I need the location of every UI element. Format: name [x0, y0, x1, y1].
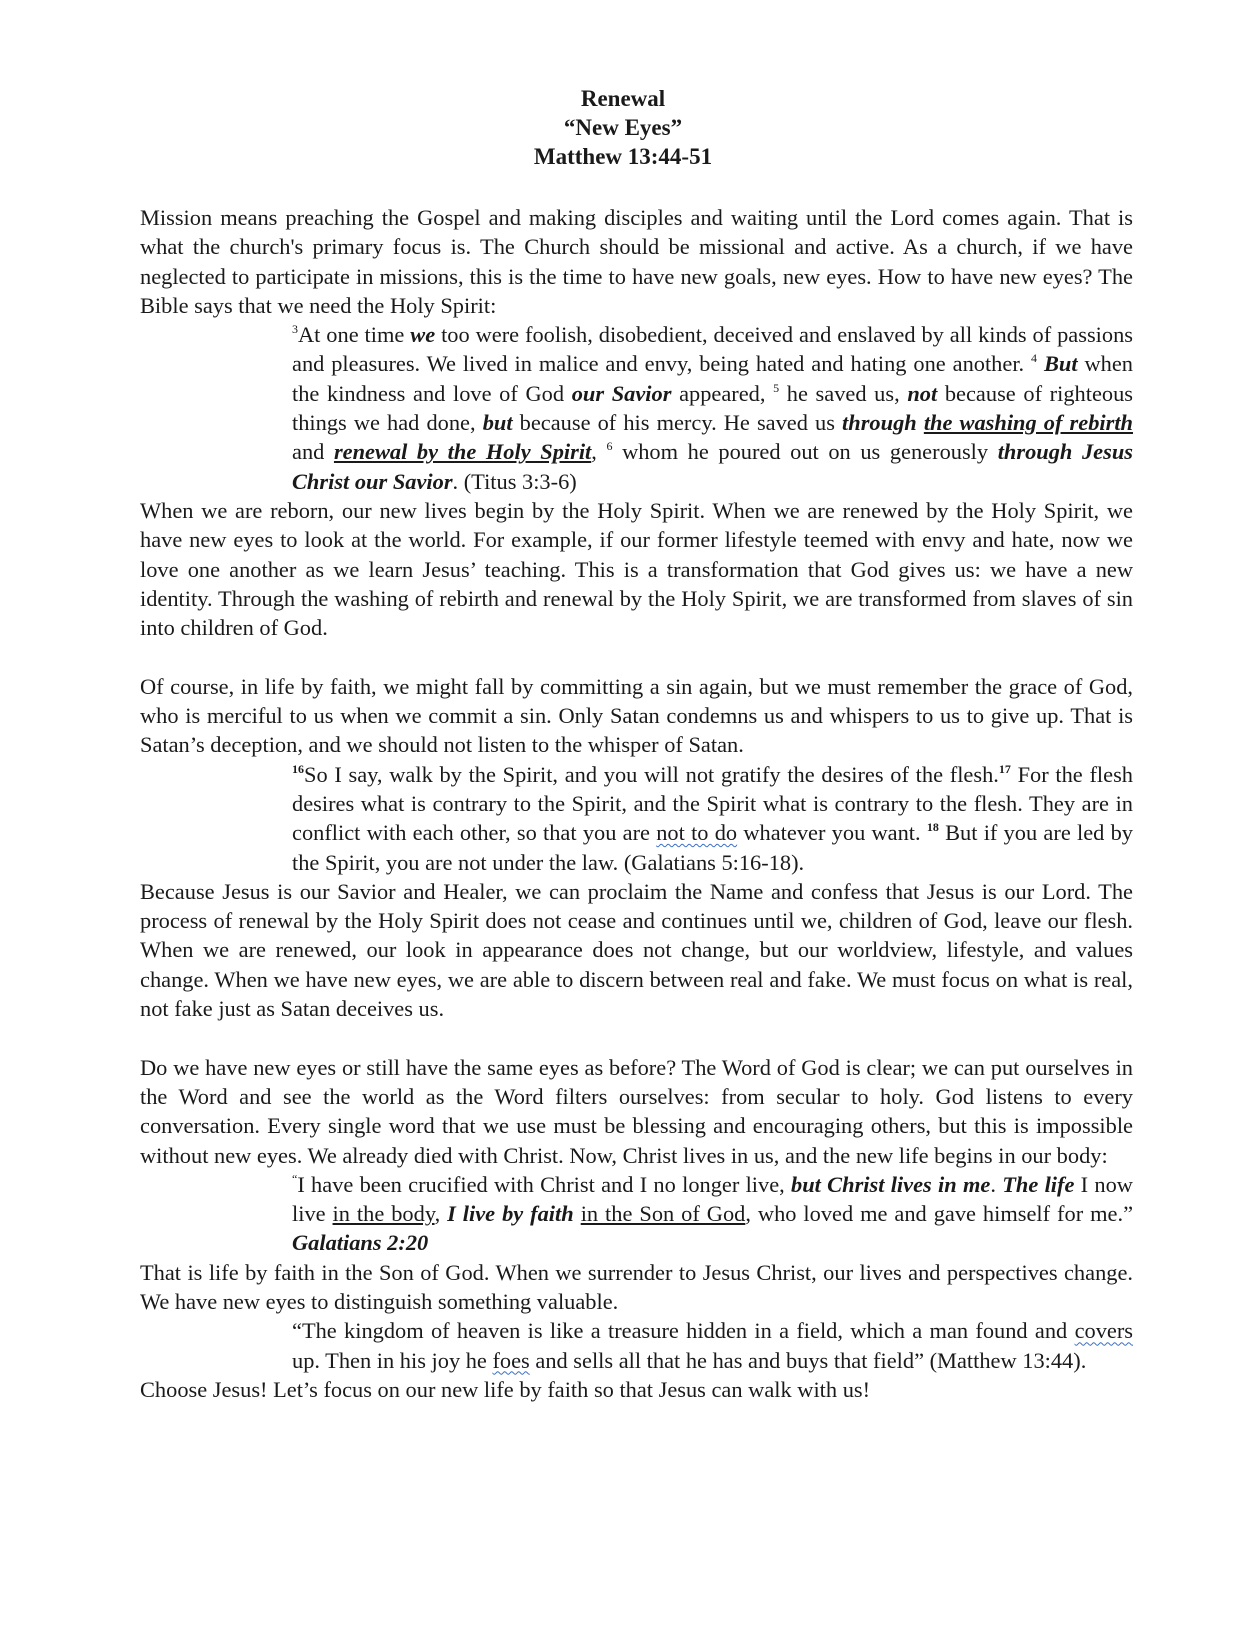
verse-number: 4: [1031, 351, 1038, 366]
verse-number: 16: [292, 761, 304, 776]
verse-number: 17: [998, 761, 1011, 776]
verse-number: 5: [773, 380, 780, 395]
sermon-scripture-reference: Matthew 13:44-51: [533, 144, 713, 169]
sermon-header: [0, 84, 1246, 171]
paragraph-reborn: When we are reborn, our new lives begin by the Holy Spirit. When we are renewed by the Holy Spirit, we have new eyes to look at the world. For example, if our former lifestyle teemed with envy and hate, now we love one another as we learn Jesus’ teaching. This is a transformation that God gives us: we have a new identity. Through the washing of rebirth and renewal by the Holy Spirit, we are transformed from slaves of sin into children of God.: [140, 497, 1133, 641]
verse-number: 18: [926, 820, 939, 835]
paragraph-life-by-faith: That is life by faith in the Son of God. When we surrender to Jesus Christ, our lives and perspectives change. We have new eyes to distinguish something valuable.: [140, 1259, 1133, 1314]
quote-galatians-5: $^{16}$So I say, walk by the Spirit, and you will not gratify the desires of the flesh.$^{17}$ For the flesh desires what is contrary to the Spirit, and the Spirit what is contrary to the flesh. They are in conflict with each other, so that you are not to do whatever you want. $^{18}$ But if you are led by the Spirit, you are not under the law. (Galatians 5:16-18).: [292, 761, 1133, 875]
paragraph-mission: Mission means preaching the Gospel and making disciples and waiting until the Lord comes again. That is what the church's primary focus is. The Church should be missional and active. As a church, if we have neglected to participate in missions, this is the time to have new goals, new eyes. How to have new eyes? The Bible says that we need the Holy Spirit:: [140, 205, 1133, 318]
paragraph-choose-jesus: Choose Jesus! Let’s focus on our new life by faith so that Jesus can walk with us!: [140, 1376, 871, 1402]
quote-matthew-13: “The kingdom of heaven is like a treasure hidden in a field, which a man found and covers up. Then in his joy he foes and sells all that he has and buys that field” (Matthew 13:44).: [292, 1318, 1133, 1373]
paragraph-new-eyes: Do we have new eyes or still have the same eyes as before? The Word of God is clear; we can put ourselves in the Word and see the world as the Word filters ourselves: from secular to holy. God listens to every conversation. Every single word that we use must be blessing and encouraging others, but this is impossible without new eyes. We already died with Christ. Now, Christ lives in us, and the new life begins in our body:: [140, 1054, 1133, 1168]
paragraph-grace: Of course, in life by faith, we might fall by committing a sin again, but we must remember the grace of God, who is merciful to us when we commit a sin. Only Satan condemns us and whispers to us to give up. That is Satan’s deception, and we should not listen to the whisper of Satan.: [140, 673, 1133, 758]
sermon-title: Renewal: [580, 86, 666, 111]
verse-number: 3: [292, 322, 298, 337]
verse-number: 6: [606, 439, 613, 454]
paragraph-savior-healer: Because Jesus is our Savior and Healer, we can proclaim the Name and confess that Jesus is our Lord. The process of renewal by the Holy Spirit does not cease and continues until we, children of God, leave our flesh. When we are renewed, our look in appearance does not change, but our worldview, lifestyle, and values change. When we have new eyes, we are able to discern between real and fake. We must focus on what is real, not fake just as Satan deceives us.: [140, 878, 1133, 1022]
sermon-subtitle: “New Eyes”: [563, 115, 683, 140]
quote-titus: $^3$At one time we too were foolish, disobedient, deceived and enslaved by all kinds of passions and pleasures. We lived in malice and envy, being hated and hating one another. $^4$ But when the kindness and love of God our Savior appeared, $^5$ he saved us, not because of righteous things we had done, but because of his mercy. He saved us through the washing of rebirth and renewal by the Holy Spirit, $^6$ whom he poured out on us generously through Jesus Christ our Savior. (Titus 3:3-6): [292, 322, 1133, 494]
document-body: [140, 203, 1133, 1404]
quote-galatians-2: “I have been crucified with Christ and I no longer live, but Christ lives in me. The life I now live in the body, I live by faith in the Son of God, who loved me and gave himself for me.” Galatians 2:20: [292, 1171, 1134, 1256]
